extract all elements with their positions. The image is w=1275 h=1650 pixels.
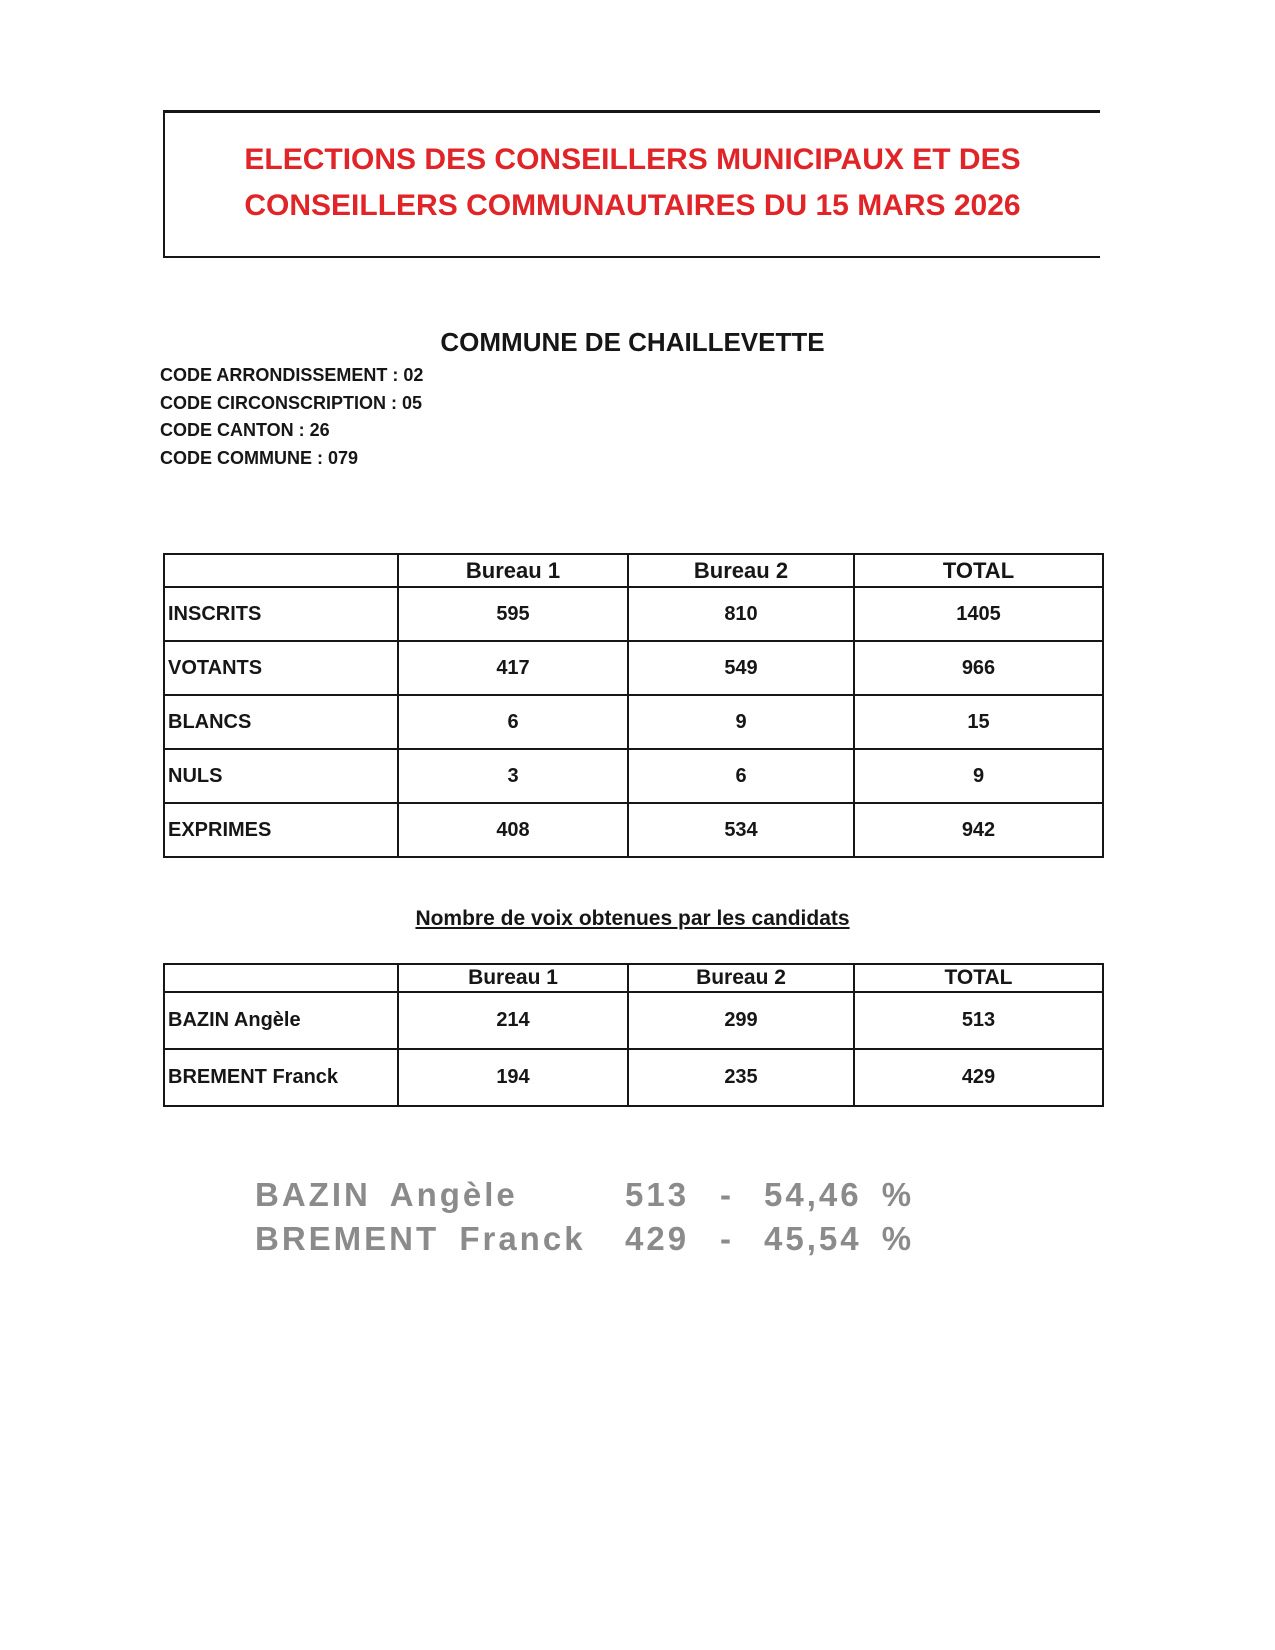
cell-bureau1: 214 (398, 992, 628, 1049)
header-total: TOTAL (854, 554, 1103, 587)
cell-bureau2: 9 (628, 695, 854, 749)
row-label: INSCRITS (164, 587, 398, 641)
code-circonscription: CODE CIRCONSCRIPTION : 05 (160, 392, 423, 413)
table-row (164, 1049, 1103, 1106)
table-row (164, 695, 1103, 749)
cell-bureau2: 235 (628, 1049, 854, 1106)
header-bureau2: Bureau 2 (628, 964, 854, 992)
cell-bureau1: 3 (398, 749, 628, 803)
row-label: VOTANTS (164, 641, 398, 695)
commune-heading: COMMUNE DE CHAILLEVETTE (440, 327, 825, 357)
summary-separator: - (720, 1220, 734, 1257)
summary-row (255, 1220, 914, 1264)
cell-bureau2: 6 (628, 749, 854, 803)
codes-block (160, 362, 423, 472)
summary-candidate-name: BAZIN Angèle (255, 1176, 518, 1213)
cell-bureau2: 810 (628, 587, 854, 641)
cell-total: 9 (854, 749, 1103, 803)
table-header-row (164, 964, 1103, 992)
table-header-row (164, 554, 1103, 587)
cell-total: 942 (854, 803, 1103, 857)
table-row (164, 587, 1103, 641)
header-total: TOTAL (854, 964, 1103, 992)
election-title-box (163, 110, 1100, 258)
cell-total: 966 (854, 641, 1103, 695)
header-empty (164, 964, 398, 992)
final-results-summary (255, 1176, 914, 1264)
header-bureau1: Bureau 1 (398, 964, 628, 992)
code-commune: CODE COMMUNE : 079 (160, 447, 359, 468)
table-row (164, 641, 1103, 695)
cell-total: 15 (854, 695, 1103, 749)
row-label: EXPRIMES (164, 803, 398, 857)
summary-row (255, 1176, 914, 1220)
cell-bureau1: 194 (398, 1049, 628, 1106)
candidate-name: BAZIN Angèle (164, 992, 398, 1049)
cell-total: 513 (854, 992, 1103, 1049)
candidates-heading: Nombre de voix obtenues par les candidats (415, 907, 850, 930)
summary-percent: 45,54 % (764, 1220, 915, 1257)
code-canton: CODE CANTON : 26 (160, 420, 330, 440)
cell-total: 1405 (854, 587, 1103, 641)
candidate-name: BREMENT Franck (164, 1049, 398, 1106)
table-row (164, 749, 1103, 803)
summary-separator: - (720, 1176, 734, 1213)
row-label: NULS (164, 749, 398, 803)
cell-total: 429 (854, 1049, 1103, 1106)
summary-percent: 54,46 % (764, 1176, 915, 1213)
summary-votes: 513 (625, 1176, 690, 1213)
table-row (164, 992, 1103, 1049)
summary-votes: 429 (625, 1220, 690, 1257)
cell-bureau2: 299 (628, 992, 854, 1049)
election-title-line2: CONSEILLERS COMMUNAUTAIRES DU 15 MARS 2026 (244, 189, 1021, 222)
cell-bureau1: 417 (398, 641, 628, 695)
code-arrondissement: CODE ARRONDISSEMENT : 02 (160, 365, 424, 385)
header-empty (164, 554, 398, 587)
header-bureau2: Bureau 2 (628, 554, 854, 587)
cell-bureau1: 6 (398, 695, 628, 749)
row-label: BLANCS (164, 695, 398, 749)
election-title (165, 137, 1100, 229)
cell-bureau1: 408 (398, 803, 628, 857)
election-title-line1: ELECTIONS DES CONSEILLERS MUNICIPAUX ET DES (244, 143, 1021, 176)
header-bureau1: Bureau 1 (398, 554, 628, 587)
cell-bureau1: 595 (398, 587, 628, 641)
summary-candidate-name: BREMENT Franck (255, 1220, 586, 1257)
participation-table (163, 553, 1104, 858)
candidates-table (163, 963, 1104, 1107)
cell-bureau2: 549 (628, 641, 854, 695)
table-row (164, 803, 1103, 857)
cell-bureau2: 534 (628, 803, 854, 857)
